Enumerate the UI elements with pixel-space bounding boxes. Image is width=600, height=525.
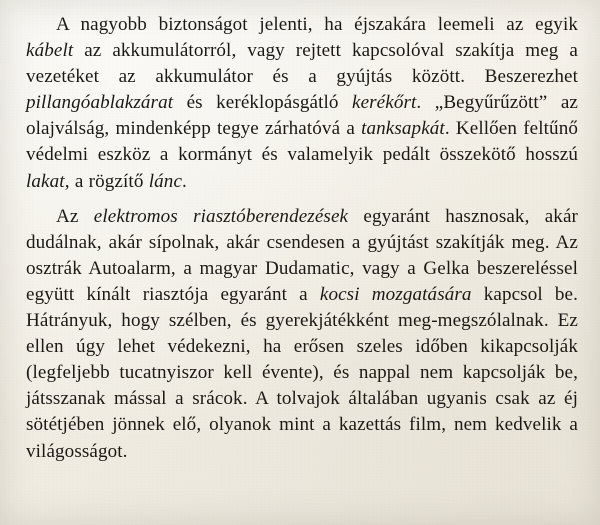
paragraph-2: Az elektromos riasztóberendezések egyaránt hasznosak, akár dudálnak, akár sípolnak, akár csendesen a gyújtást szakítják meg. Az osztrák Autoalarm, a magyar Dudamatic, vagy a Gelka beszereléssel együtt kínált riasztója egyaránt a kocsi mozgatására kapcsol be. Hátrányuk, hogy szélben, és gyerekjátékként meg-megszólalnak. Ez ellen úgy lehet védekezni, ha erősen szeles időben kikapcsolják (legfeljebb tucatnyiszor kell évente), és nappal nem kapcsolják be, játsszanak mással a srácok. A tolvajok általában ugyanis csak az éj sötétjében jönnek elő, olyanok mint a kazettás film, nem kedvelik a világosságot. [26, 205, 579, 462]
text-column [26, 12, 578, 465]
paragraph-1: A nagyobb biztonságot jelenti, ha éjszakára leemeli az egyik kábelt az akkumulátorról, vagy rejtett kapcsolóval szakítja meg a vezetéket az akkumulátor és a gyújtás között. Beszerezhet pillangóablakzárat és keréklopásgátló kerékőrt. „Begyűrűzött” az olajválság, mindenképp tegye zárhatóvá a tanksapkát. Kellően feltűnő védelmi eszköz a kormányt és valamelyik pedált összekötő hosszú lakat, a rögzítő lánc. [26, 14, 578, 192]
